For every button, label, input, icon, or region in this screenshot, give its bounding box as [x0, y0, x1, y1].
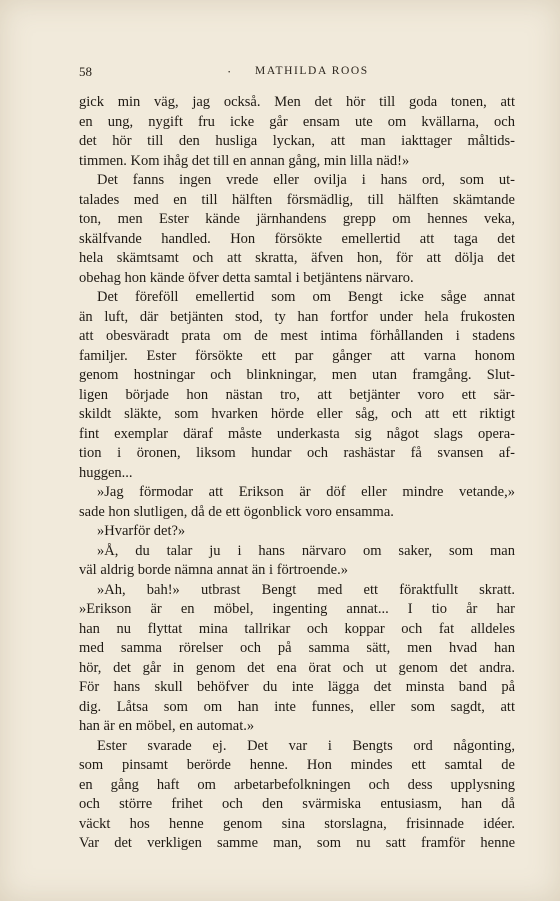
text-line: genom hostningar och blinkningar, men utan framgång. Slut-	[79, 367, 515, 383]
text-line: gick min väg, jag också. Men det hör till goda tonen, att	[79, 94, 515, 110]
text-line: För hans skull behöfver du inte lägga det minsta band på	[79, 679, 515, 695]
text-line: Det föreföll emellertid som om Bengt icke såge annat	[97, 289, 515, 305]
text-line: att obesväradt prata om de mest intima förhållanden i stadens	[79, 328, 515, 344]
text-line: »Hvarför det?»	[97, 523, 186, 539]
text-line: en ung, nygift fru icke går ensam ute om kvällarna, och	[79, 113, 515, 130]
text-line: väl aldrig borde nämna annat än i förtroende.»	[79, 562, 348, 578]
text-line: som pinsamt berörde henne. Hon mindes ett samtal de	[79, 757, 515, 773]
text-line: en gång haft om arbetarbefolkningen och dess upplysning	[79, 776, 515, 793]
text-line: sade hon slutligen, då de ett ögonblick voro ensamma.	[79, 503, 394, 520]
text-line: »Erikson är en möbel, ingenting annat... I tio år har	[79, 601, 515, 617]
text-line: timmen. Kom ihåg det till en annan gång, min lilla näd!»	[79, 152, 410, 169]
text-line: »Ah, bah!» utbrast Bengt med ett föraktfullt skratt.	[97, 581, 515, 598]
text-line: familjer. Ester försökte ett par gånger att varna honom	[79, 347, 515, 364]
text-line: talades med en till hälften försmädlig, till hälften skämtande	[79, 191, 515, 208]
text-line: obehag hon kände öfver detta samtal i betjäntens närvaro.	[79, 269, 414, 286]
text-line: Ester svarade ej. Det var i Bengts ord någonting,	[97, 737, 515, 754]
text-line: skildt släkte, som hvarken hörde eller såg, och att ett riktigt	[79, 406, 515, 422]
text-line: hör, det går in genom det ena örat och ut genom det andra.	[79, 659, 515, 676]
header-separator: ·	[227, 64, 232, 79]
text-line: det hör till den husliga lyckan, att man iakttager måltids-	[79, 133, 515, 149]
running-head-author: MATHILDA ROOS	[255, 65, 369, 77]
text-line: Det fanns ingen vrede eller ovilja i hans ord, som ut-	[97, 172, 515, 188]
text-line: tion i öronen, liksom hundar och rashästar få svansen af-	[79, 445, 515, 461]
text-line: ton, men Ester kände järnhandens grepp om hennes veka,	[79, 211, 515, 227]
text-line: än luft, där betjänten stod, ty han fortfor under hela frukosten	[79, 308, 515, 325]
text-line: med samma rörelser och på samma sätt, men hvad han	[79, 640, 515, 656]
text-line: och större frihet och den svärmiska entusiasm, han då	[79, 796, 515, 812]
text-line: fint exemplar däraf måste underkasta sig något slags opera-	[79, 425, 515, 442]
body-text	[79, 93, 515, 854]
text-line: hela skämtsamt och att skratta, äfven hon, för att dölja det	[79, 250, 515, 266]
text-line: dig. Låtsa som om han inte funnes, eller som sagdt, att	[79, 698, 515, 715]
text-line: »Å, du talar ju i hans närvaro om saker, som man	[97, 542, 515, 559]
page-number: 58	[79, 64, 92, 79]
text-line: ligen började hon nästan tro, att betjänter voro ett sär-	[79, 386, 515, 403]
text-line: »Jag förmodar att Erikson är döf eller mindre vetande,»	[97, 484, 515, 500]
text-line: han nu flyttat mina tallrikar och koppar och fat alldeles	[79, 620, 515, 637]
text-line: Var det verkligen samme man, som nu satt framför henne	[79, 835, 515, 851]
text-line: väckt hos henne genom sina storslagna, frisinnade idéer.	[79, 815, 515, 832]
text-line: huggen...	[79, 464, 133, 481]
text-line: han är en möbel, en automat.»	[79, 718, 255, 734]
text-line: skälfvande handled. Hon försökte emellertid att taga det	[79, 230, 515, 247]
